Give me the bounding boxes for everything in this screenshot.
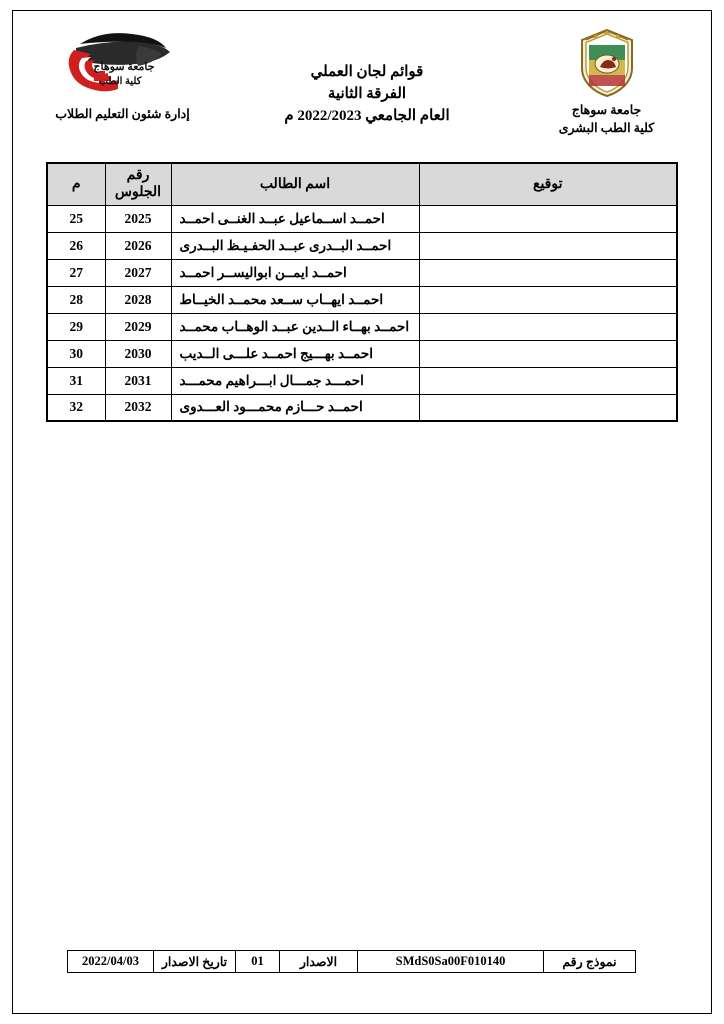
cell-student-name: احمــد البــدرى عبــد الحفـيـظ البــدرى <box>171 232 419 259</box>
table-row <box>47 313 677 340</box>
table-row <box>47 259 677 286</box>
document-title-block <box>215 28 519 127</box>
column-header-serial: م <box>47 163 105 205</box>
footer-issue-value: 01 <box>236 951 280 973</box>
cell-serial: 30 <box>47 340 105 367</box>
table-header <box>47 163 677 205</box>
svg-text:كلية الطب: كلية الطب <box>98 76 142 87</box>
footer-row <box>68 951 636 973</box>
footer-table <box>67 950 636 973</box>
footer-issue-label: الاصدار <box>280 951 358 973</box>
svg-text:جامعة سوهاج: جامعة سوهاج <box>93 61 155 73</box>
seat-header-line-1: رقم <box>126 167 150 183</box>
university-identity <box>519 28 694 137</box>
cell-seat-number: 2030 <box>105 340 171 367</box>
seat-header-line-2: الجلوس <box>114 185 162 201</box>
table-row <box>47 394 677 421</box>
cell-student-name: احمــد بهـــيج احمــد علـــى الــديب <box>171 340 419 367</box>
cell-student-name: احمــد اســماعيل عبــد الغنــى احمــد <box>171 205 419 232</box>
table-body <box>47 205 677 421</box>
cell-signature[interactable] <box>419 394 677 421</box>
cell-seat-number: 2025 <box>105 205 171 232</box>
document-footer <box>82 950 636 973</box>
students-table <box>46 162 678 422</box>
cell-seat-number: 2026 <box>105 232 171 259</box>
cell-signature[interactable] <box>419 340 677 367</box>
table-header-row <box>47 163 677 205</box>
cell-student-name: احمــد ايمــن ابواليســر احمــد <box>171 259 419 286</box>
title-line-2: الفرقة الثانية <box>327 85 407 102</box>
footer-issue-date-value: 2022/04/03 <box>68 951 154 973</box>
cell-seat-number: 2032 <box>105 394 171 421</box>
sohag-university-emblem-icon <box>576 28 638 98</box>
title-line-3: العام الجامعي 2022/2023 م <box>284 107 450 124</box>
title-line-1: قوائم لجان العملي <box>310 64 424 80</box>
document-header <box>30 28 694 138</box>
cell-serial: 28 <box>47 286 105 313</box>
faculty-name: كلية الطب البشرى <box>558 120 655 135</box>
cell-serial: 26 <box>47 232 105 259</box>
table-row <box>47 367 677 394</box>
footer-form-label: نموذج رقم <box>544 951 636 973</box>
cell-signature[interactable] <box>419 286 677 313</box>
cell-serial: 27 <box>47 259 105 286</box>
cell-seat-number: 2031 <box>105 367 171 394</box>
faculty-of-medicine-logo-icon <box>60 28 185 100</box>
cell-seat-number: 2029 <box>105 313 171 340</box>
page-border <box>12 10 712 1014</box>
cell-student-name: احمــد ايهــاب ســعد محمــد الخيــاط <box>171 286 419 313</box>
cell-signature[interactable] <box>419 232 677 259</box>
cell-serial: 31 <box>47 367 105 394</box>
administration-identity <box>30 28 215 122</box>
cell-signature[interactable] <box>419 259 677 286</box>
cell-signature[interactable] <box>419 205 677 232</box>
table-row <box>47 205 677 232</box>
cell-seat-number: 2027 <box>105 259 171 286</box>
table-row <box>47 286 677 313</box>
cell-signature[interactable] <box>419 367 677 394</box>
cell-student-name: احمــد بهــاء الــدين عبــد الوهــاب محمــد <box>171 313 419 340</box>
university-name: جامعة سوهاج <box>571 103 642 117</box>
footer-issue-date-label: تاريخ الاصدار <box>154 951 236 973</box>
column-header-student-name: اسم الطالب <box>171 163 419 205</box>
footer-form-code: SMdS0Sa00F010140 <box>358 951 544 973</box>
students-table-container <box>48 162 678 422</box>
administration-label: إدارة شئون التعليم الطلاب <box>55 107 190 121</box>
cell-serial: 32 <box>47 394 105 421</box>
table-row <box>47 232 677 259</box>
table-row <box>47 340 677 367</box>
cell-signature[interactable] <box>419 313 677 340</box>
column-header-signature: توقيع <box>419 163 677 205</box>
column-header-seat-number <box>105 163 171 205</box>
cell-student-name: احمـــد جمـــال ابـــراهيم محمـــد <box>171 367 419 394</box>
cell-serial: 29 <box>47 313 105 340</box>
cell-seat-number: 2028 <box>105 286 171 313</box>
cell-student-name: احمــد حـــازم محمـــود العـــدوى <box>171 394 419 421</box>
cell-serial: 25 <box>47 205 105 232</box>
